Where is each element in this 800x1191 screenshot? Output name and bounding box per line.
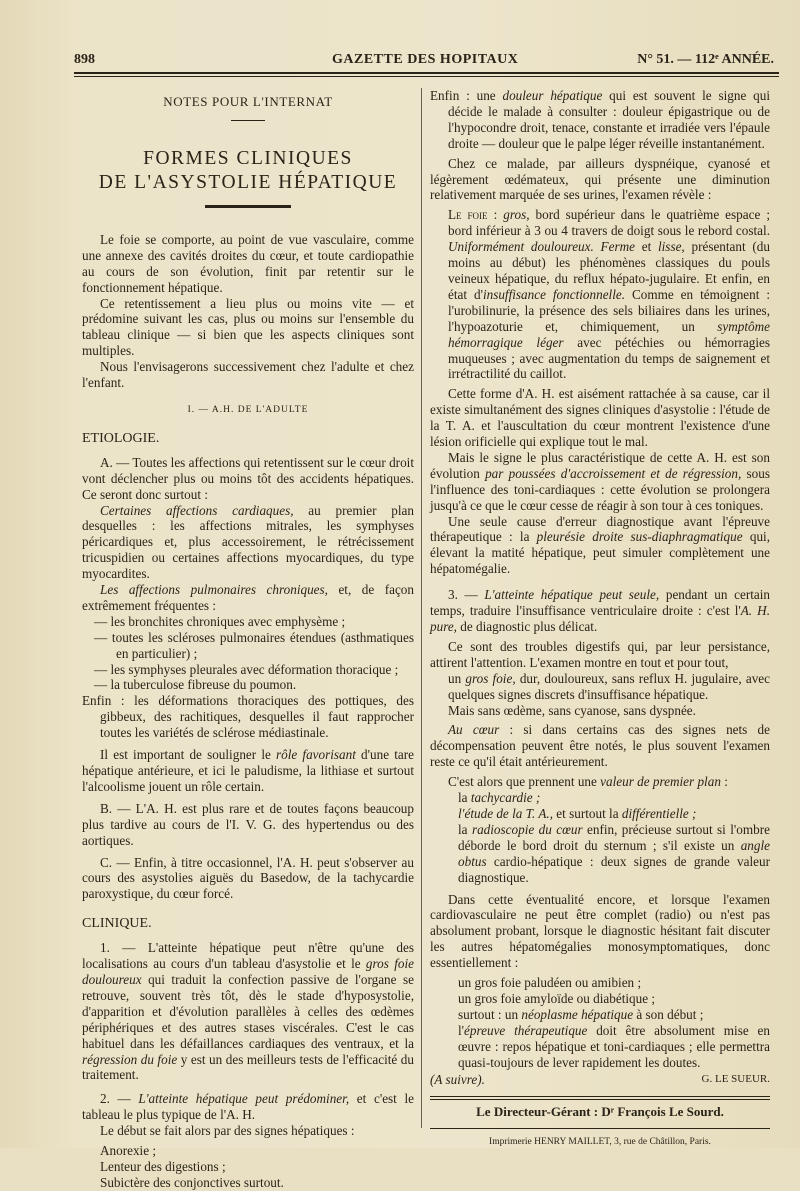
signature-line (430, 1072, 770, 1088)
printer-line: Imprimerie HENRY MAILLET, 3, rue de Châtillon, Paris. (489, 1137, 711, 1148)
list-item: — les symphyses pleurales avec déformation thoracique ; (94, 661, 399, 677)
paragraph-clinique-3: 3. — L'atteinte hépatique peut seule, pendant un certain temps, traduire l'insuffisance ventriculaire droite : c'est l'A. H. pure, de diagnostic plus délicat. (430, 587, 770, 634)
column-divider (421, 88, 422, 1128)
list-item: Subictère des conjonctives surtout. (100, 1174, 284, 1190)
paragraph-eventualite: Dans cette éventualité encore, et lorsque l'examen cardiovasculaire ne peut être complet (radio) ou n'est pas absolument probant, lorsque le diagnostic hésitant fait discuter les autres hépatomégalies monosymptomatiques, donc essentiellement : (430, 891, 770, 971)
paragraph-coeur: Au cœur : si dans certains cas des signes nets de décompensation peuvent être notés, le plus souvent l'examen reste ce qu'il était antérieurement. (430, 722, 770, 770)
title-line-2: DE L'ASYSTOLIE HÉPATIQUE (98, 171, 398, 193)
paragraph-enfin: Enfin : les déformations thoraciques des pottiques, des gibbeux, des rachitiques, desquelles il faut rapprocher toutes les variétés de sclérose médiastinale. (82, 693, 414, 741)
paragraph-sans-oedeme: Mais sans œdème, sans cyanose, sans dyspnée. (448, 702, 696, 718)
to-be-continued: (A suivre). (430, 1072, 485, 1088)
paragraph-troubles: Ce sont des troubles digestifs qui, par leur persistance, attirent l'attention. L'examen montre en tout et pour tout, (430, 638, 770, 670)
list-item: un gros foie paludéen ou amibien ; (458, 975, 642, 991)
intro-paragraph: Nous l'envisagerons successivement chez l'adulte et chez l'enfant. (82, 359, 414, 391)
rubric: NOTES POUR L'INTERNAT (163, 94, 333, 109)
list-item: l'étude de la T. A., et surtout la différentielle ; (458, 805, 697, 821)
paragraph-cardiac: Certaines affections cardiaques, au premier plan desquelles : les affections mitrales, les symphyses péricardiques et, plus accessoirement, le rétrécissement tricuspidien ou certaines affections myocardiques, du type myocardites. (82, 502, 414, 582)
clinique-heading: CLINIQUE. (82, 916, 152, 932)
emphasis: Les affections pulmonaires chroniques, (100, 582, 328, 598)
title-line-1: FORMES CLINIQUES (143, 147, 353, 169)
paragraph-clinique-2: 2. — L'atteinte hépatique peut prédominer, et c'est le tableau le plus typique de l'A. H. (82, 1091, 415, 1123)
article-title (82, 147, 414, 195)
list-item: Lenteur des digestions ; (100, 1158, 226, 1174)
paragraph-douleur: Enfin : une douleur hépatique qui est souvent le signe qui décide le malade à consulter : douleur épigastrique ou de l'hypocondre droit, tenace, constante et irradiée vers l'épaule droite — douleur que le palpe léger réveille instantanément. (430, 88, 770, 151)
emphasis: Certaines affections cardiaques, (100, 502, 294, 518)
page-header (74, 52, 774, 72)
header-rule-thin (74, 76, 779, 77)
paragraph-foie: Le foie : gros, bord supérieur dans le quatrième espace ; bord inférieur à 3 ou 4 travers de doigt sous le rebord costal. Uniformément douloureux. Ferme et lisse, présentant (du moins au début) les phénomènes classiques du pouls veineux hépatique, du reflux hépato-jugulaire. Et enfin, en état d'insuffisance fonctionnelle. Comme en témoignent : l'urobilinurie, la présence des sels biliaires dans les urines, l'hypoazoturie et, chimiquement, un symptôme hémorragique léger avec pétéchies ou hémorragies muqueuses ; avec augmentation du temps de saignement et irrétractilité du caillot. (448, 207, 770, 382)
list-item: — la tuberculose fibreuse du poumon. (94, 677, 297, 693)
author: G. LE SUEUR. (701, 1073, 770, 1086)
list-item: Anorexie ; (100, 1143, 157, 1159)
director-line: Le Directeur-Gérant : Dʳ François Le Sourd. (476, 1104, 724, 1120)
paragraph-evolution: Mais le signe le plus caractéristique de cette A. H. est son évolution par poussées d'accroissement et de régression, sous l'influence des toni-cardiaques : cette évolution se prolongera jusqu'à ce que le cœur cesse de réagir à son tour à ces toniques. (430, 449, 770, 513)
list-item: surtout : un néoplasme hépatique à son début ; (458, 1006, 704, 1022)
paragraph-valeur: C'est alors que prennent une valeur de premier plan : (448, 774, 728, 790)
paragraph-c: C. — Enfin, à titre occasionnel, l'A. H. peut s'observer au cours des asystolies aiguës du Basedow, de la tachycardie paroxystique, du cœur forcé. (82, 854, 414, 902)
journal-title: GAZETTE DES HOPITAUX (332, 52, 519, 67)
header-rule (74, 72, 779, 74)
paragraph-gros-foie: un gros foie, dur, douloureux, sans reflux H. jugulaire, avec quelques signes discrets d'insuffisance hépatique. (448, 670, 770, 702)
section-heading: I. — A.H. DE L'ADULTE (187, 404, 309, 415)
paragraph-clinique-1: 1. — L'atteinte hépatique peut n'être qu'une des localisations au cours d'un tableau d'asystolie et le gros foie douloureux qui traduit la confection passive de l'organe se retrouve, souvent très tôt, dès le stade d'hyposystolie, d'apparition et d'évolution parallèles à celles des œdèmes périphériques et des autres stases viscérales. C'est le cas habituel dans les défaillances cardiaques des ventraux, et la régression du foie y est un des meilleurs tests de l'efficacité du traitement. (82, 940, 414, 1083)
page-number: 898 (74, 52, 95, 67)
footer-rule (430, 1128, 770, 1129)
intro-paragraph: Ce retentissement a lieu plus ou moins vite — et prédomine suivant les cas, plus ou moins sur l'ensemble du tableau clinique — si bien que les aspects cliniques sont multiples. (82, 295, 414, 359)
paragraph-erreur: Une seule cause d'erreur diagnostique avant l'épreuve thérapeutique : la pleurésie droite sus-diaphragmatique qui, élevant la matité hépatique, peut simuler complètement une hépatomégalie. (430, 513, 770, 577)
left-column (82, 88, 414, 1191)
paragraph-debut: Le début se fait alors par des signes hépatiques : (100, 1123, 355, 1139)
paragraph-terrain: Il est important de souligner le rôle favorisant d'une tare hépatique antérieure, et ici le paludisme, la lithiase et surtout l'alcoolisme jouent un rôle certain. (82, 747, 414, 794)
list-item: — toutes les scléroses pulmonaires étendues (asthmatiques en particulier) ; (94, 629, 414, 661)
list-item: la radioscopie du cœur enfin, précieuse surtout si l'ombre déborde le bord droit du sternum ; s'il existe un angle obtus cardio-hépatique : deux signes de grande valeur diagnostique. (458, 821, 770, 885)
rubric-rule (231, 120, 265, 121)
intro-paragraph: Le foie se comporte, au point de vue vasculaire, comme une annexe des cavités droites du cœur, et toute cardiopathie au cours de son évolution, finit par retentir sur le fonctionnement hépatique. (82, 231, 414, 295)
paragraph-a: A. — Toutes les affections qui retentissent sur le cœur droit vont déclencher plus ou moins tôt des accidents hépatiques. Ce seront donc surtout : (82, 454, 414, 502)
issue-number: N° 51. — 112ᵉ ANNÉE. (637, 52, 774, 67)
title-rule (205, 205, 291, 208)
etiology-heading: ETIOLOGIE. (82, 430, 160, 446)
list-item: un gros foie amyloïde ou diabétique ; (458, 990, 656, 1006)
paragraph-examen: Chez ce malade, par ailleurs dyspnéique, cyanosé et légèrement œdémateux, qui présente une diminution relativement marquée de ses urines, l'examen révèle : (430, 155, 770, 203)
paragraph-cause: Cette forme d'A. H. est aisément rattachée à sa cause, car il existe simultanément des signes cliniques d'asystolie : l'étude de la T. A. et l'auscultation du cœur montrent l'existence d'une lésion orificielle qui explique tout le mal. (430, 386, 770, 450)
right-column (430, 88, 770, 1151)
paragraph-pulmonary: Les affections pulmonaires chroniques, et, de façon extrêmement fréquentes : (82, 582, 414, 613)
paragraph-b: B. — L'A. H. est plus rare et de toutes façons beaucoup plus tardive au cours de l'I. V. G. des hypertendus ou des aortiques. (82, 800, 414, 848)
footer-rule (430, 1096, 770, 1097)
list-item: la tachycardie ; (458, 790, 541, 806)
list-item: l'épreuve thérapeutique doit être absolument mise en œuvre : repos hépatique et toni-cardiaques ; elle permettra quasi-toujours de lever rapidement les doutes. (458, 1022, 770, 1070)
footer-rule-thin (430, 1099, 770, 1100)
list-item: — les bronchites chroniques avec emphysème ; (94, 613, 346, 629)
